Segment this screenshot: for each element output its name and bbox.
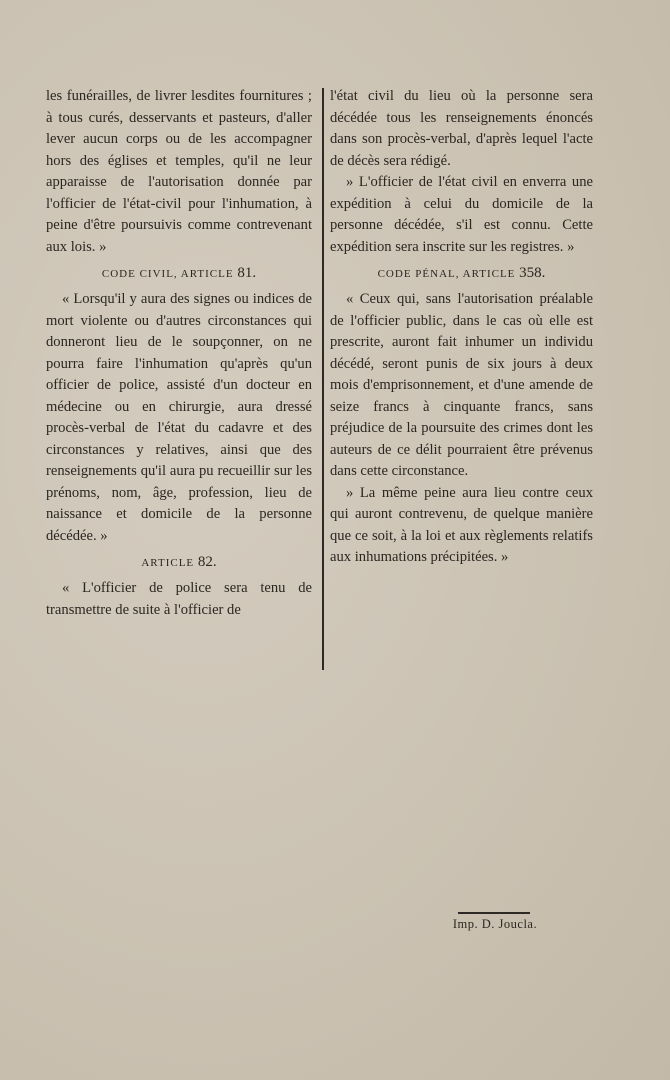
right-paragraph-3: « Ceux qui, sans l'autorisation préalable de l'officier public, dans le cas où elle est prescrite, auront fait inhumer un individu décédé, seront punis de six jours à deux mois d'emprisonnement, et d'une amende de seize francs à cinquante francs, sans préjudice de la poursuite des crimes dont les auteurs de ce délit pourraient être prévenus dans cette circonstance. [330, 291, 593, 479]
right-paragraph-4: » La même peine aura lieu contre ceux qui auront contrevenu, de quelque manière que ce soit, à la loi et aux règlements relatifs aux inhumations précipitées. » [330, 484, 593, 565]
heading-number: 358. [519, 265, 546, 281]
heading-article-82 [46, 551, 312, 574]
right-paragraph-1: l'état civil du lieu où la personne sera décédée tous les renseignements énoncés dans son procès-verbal, d'après lequel l'acte de décès sera rédigé. [330, 88, 593, 169]
heading-number: 81. [237, 265, 257, 281]
imprint-rule [458, 912, 530, 914]
heading-label: ARTICLE [141, 557, 195, 569]
left-paragraph-3: « L'officier de police sera tenu de transmettre de suite à l'officier de [46, 580, 312, 618]
heading-label: CODE CIVIL, ARTICLE [101, 268, 234, 280]
left-column [46, 86, 312, 621]
heading-code-penal-358 [330, 262, 593, 285]
left-paragraph-1: les funérailles, de livrer lesdites fournitures ; à tous curés, desservants et pasteurs, d'aller lever aucun corps ou de les accompagner hors des églises et temples, qu'il ne leur apparaisse de l'autorisation donnée par l'officier de l'état-civil pour l'inhumation, à peine d'être poursuivis comme contrevenant aux lois. » [46, 88, 312, 255]
heading-number: 82. [197, 554, 217, 570]
right-paragraph-2: » L'officier de l'état civil en enverra une expédition à celui du domicile de la personne décédée, s'il est connu. Cette expédition sera inscrite sur les registres. » [330, 174, 593, 255]
right-column [330, 86, 593, 569]
heading-code-civil-81 [46, 262, 312, 285]
column-divider [322, 88, 324, 670]
printer-imprint: Imp. D. Joucla. [452, 917, 538, 931]
left-paragraph-2: « Lorsqu'il y aura des signes ou indices de mort violente ou d'autres circonstances qui donneront lieu de le soupçonner, on ne pourra faire l'inhumation qu'après qu'un officier de police, assisté d'un docteur en médecine ou en chirurgie, aura dressé procès-verbal de l'état du cadavre et des circonstances y relatives, ainsi que des renseignements qu'il aura pu recueillir sur les prénoms, nom, âge, profession, lieu de naissance et domicile de la personne décédée. » [46, 291, 312, 544]
heading-label: CODE PÉNAL, ARTICLE [377, 268, 516, 280]
